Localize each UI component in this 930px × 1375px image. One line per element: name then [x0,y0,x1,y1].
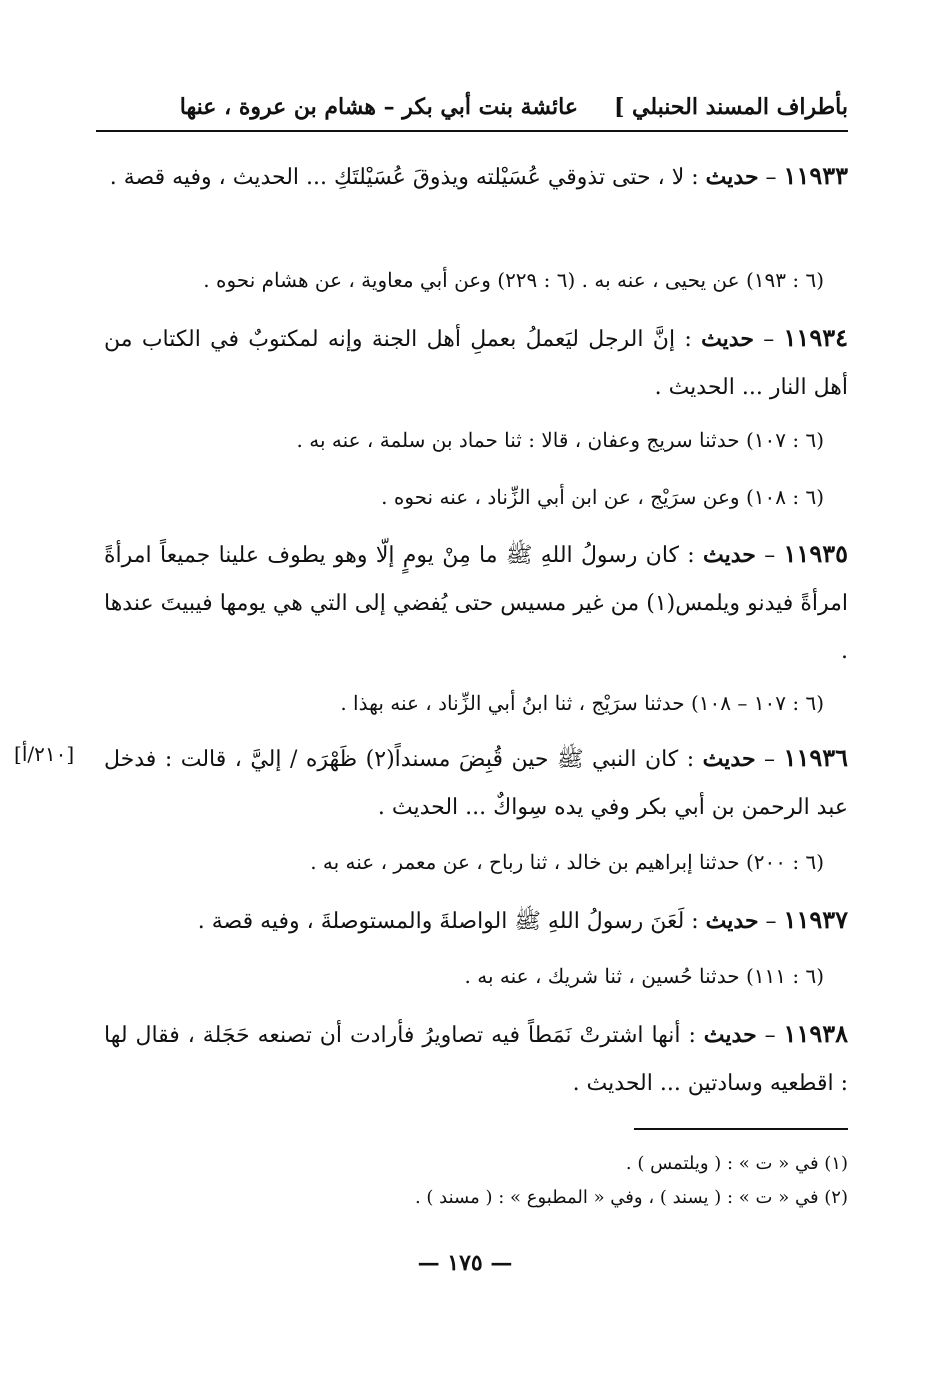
header-book-title: بأطراف المسند الحنبلي ] [613,94,848,120]
hadith-number: ١١٩٣٦ [783,743,848,772]
source-line: (٦ : ١٠٧) حدثنا سريج وعفان ، قالا : ثنا حماد بن سلمة ، عنه به . [296,428,824,452]
hadith-keyword: حديث [701,326,754,352]
hadith-text: : لَعَنَ رسولُ اللهِ ﷺ الواصلةَ والمستوصلةَ ، وفيه قصة . [197,909,706,934]
hadith-text: : إنَّ الرجل ليَعملُ بعملِ أهل الجنة وإنه لمكتوبٌ في الكتاب من أهل النار ... الحديث . [104,327,848,400]
source-line: (٦ : ١١١) حدثنا حُسين ، ثنا شريك ، عنه به . [464,964,824,988]
running-header [96,92,848,132]
hadith-text: : أنها اشترتْ نَمَطاً فيه تصاويرُ فأرادت أن تصنعه حَجَلة ، فقال لها : اقطعيه وسادتين ... الحديث . [104,1023,848,1096]
hadith-text: : كان النبي ﷺ حين قُبِضَ مسنداً(٢) ظَهْرَه / إليَّ ، قالت : فدخل عبد الرحمن بن أبي بكر وفي يده سِواكٌ ... الحديث . [104,747,848,820]
hadith-keyword: حديث [703,542,756,568]
hadith-number: ١١٩٣٥ [783,539,848,568]
hadith-number: ١١٩٣٨ [783,1019,848,1048]
margin-folio-reference: [٢١٠/أ] [14,742,75,766]
hadith-text: : كان رسولُ اللهِ ﷺ ما مِنْ يومٍ إلّا وهو يطوف علينا جميعاً امرأةً امرأةً فيدنو ويلمس(١) من غير مسيس حتى يُفضي إلى التي هي يومها فيبيتَ عندها . [104,543,848,664]
hadith-text: : لا ، حتى تذوقي عُسَيْلته ويذوقَ عُسَيْلتَكِ ... الحديث ، وفيه قصة . [109,165,706,190]
hadith-keyword: حديث [705,908,759,934]
hadith-number: ١١٩٣٤ [783,323,848,352]
hadith-number: ١١٩٣٣ [783,161,848,190]
footnote-divider [634,1128,848,1130]
source-line: (٦ : ١٩٣) عن يحيى ، عنه به . (٦ : ٢٢٩) وعن أبي معاوية ، عن هشام نحوه . [203,268,824,292]
source-line: (٦ : ١٠٨) وعن سرَيْج ، عن ابن أبي الزِّناد ، عنه نحوه . [381,485,824,509]
footnote: (١) في « ت » : ( ويلتمس ) . [625,1153,848,1174]
hadith-entry: ١١٩٣٧ – حديث : لَعَنَ رسولُ اللهِ ﷺ الواصلةَ والمستوصلةَ ، وفيه قصة . [197,905,848,934]
footnote: (٢) في « ت » : ( يسند ) ، وفي « المطبوع » : ( مسند ) . [414,1187,848,1208]
hadith-entry: ١١٩٣٦ – حديث : كان النبي ﷺ حين قُبِضَ مسنداً(٢) ظَهْرَه / إليَّ ، قالت : فدخل عبد الرحمن بن أبي بكر وفي يده سِواكٌ ... الحديث . [104,743,848,820]
hadith-entry: ١١٩٣٣ – حديث : لا ، حتى تذوقي عُسَيْلته ويذوقَ عُسَيْلتَكِ ... الحديث ، وفيه قصة . [109,161,848,190]
hadith-keyword: حديث [702,746,756,772]
hadith-entry: ١١٩٣٥ – حديث : كان رسولُ اللهِ ﷺ ما مِنْ يومٍ إلّا وهو يطوف علينا جميعاً امرأةً امرأةً فيدنو ويلمس(١) من غير مسيس حتى يُفضي إلى التي هي يومها فيبيتَ عندها . [104,539,848,664]
source-line: (٦ : ١٠٧ – ١٠٨) حدثنا سرَيْج ، ثنا ابنُ أبي الزِّناد ، عنه بهذا . [340,691,824,715]
hadith-keyword: حديث [703,1022,757,1048]
source-line: (٦ : ٢٠٠) حدثنا إبراهيم بن خالد ، ثنا رباح ، عن معمر ، عنه به . [310,850,824,874]
page-number: — ١٧٥ — [417,1250,513,1276]
header-chapter-title: عائشة بنت أبي بكر – هشام بن عروة ، عنها [179,94,578,120]
hadith-entry: ١١٩٣٤ – حديث : إنَّ الرجل ليَعملُ بعملِ أهل الجنة وإنه لمكتوبٌ في الكتاب من أهل النار ... الحديث . [104,323,848,400]
hadith-number: ١١٩٣٧ [783,905,848,934]
hadith-keyword: حديث [705,164,759,190]
hadith-entry: ١١٩٣٨ – حديث : أنها اشترتْ نَمَطاً فيه تصاويرُ فأرادت أن تصنعه حَجَلة ، فقال لها : اقطعيه وسادتين ... الحديث . [104,1019,848,1096]
